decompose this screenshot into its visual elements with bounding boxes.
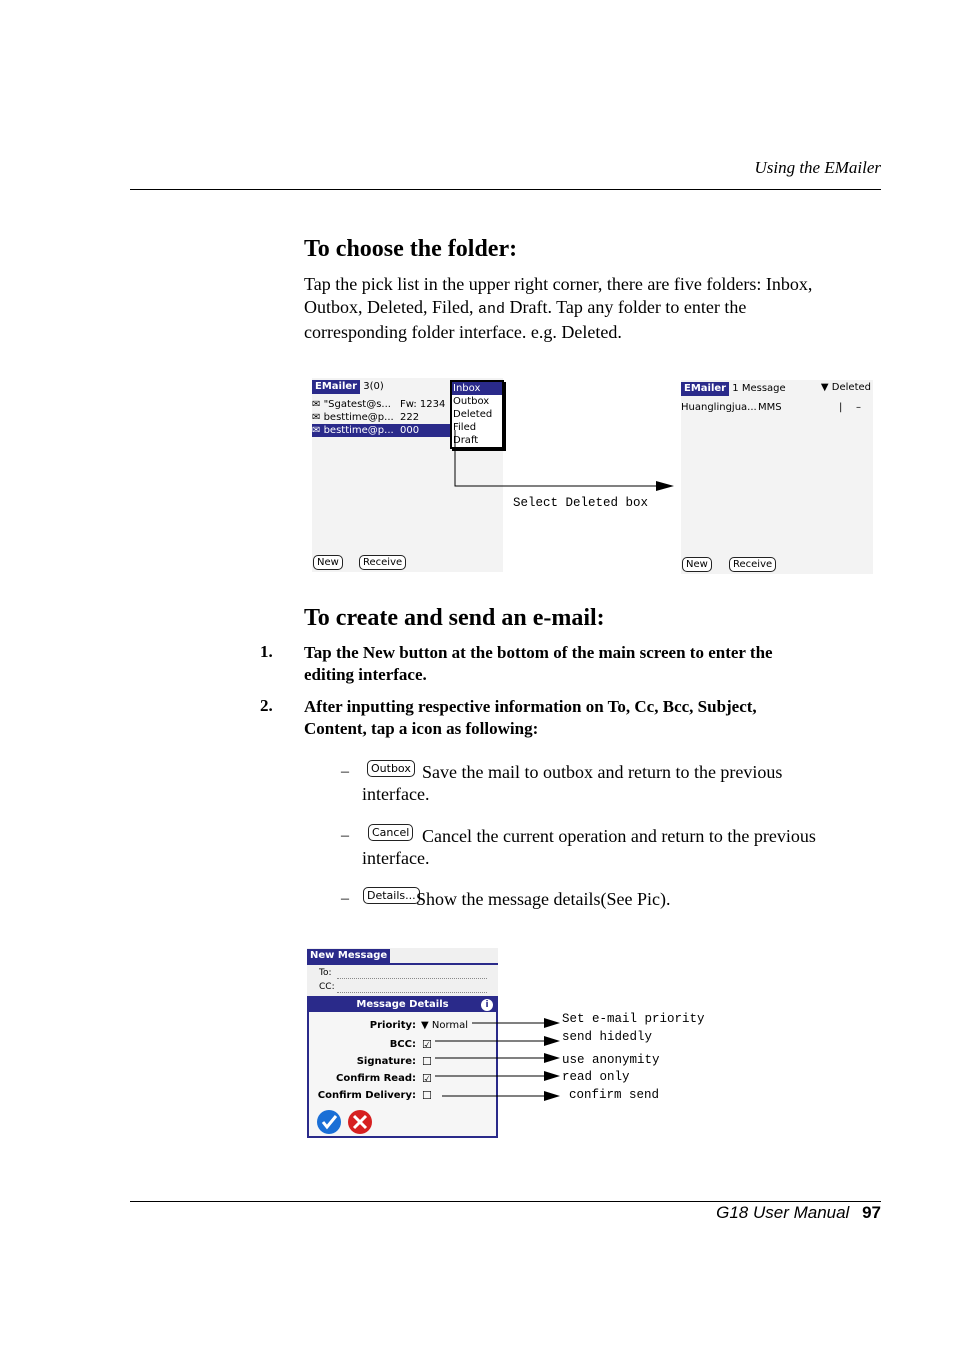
step-2-line-1: After inputting respective information on To, Cc, Bcc, Subject, [304,697,757,716]
row-subject: Fw: 1234 [400,399,446,410]
title-underline [307,963,498,965]
row-from: Huanglingjua... [681,402,757,413]
item-1-line-2: interface. [362,784,430,804]
folder-line-2a: Outbox, Deleted, Filed, [304,296,474,317]
step-1-number: 1. [260,642,273,661]
list-item[interactable] [312,411,450,424]
mail-icon: ✉ [312,399,321,410]
item-1-line-1: Save the mail to outbox and return to the previous [422,762,783,782]
folder-line-1: Tap the pick list in the upper right corner, there are five folders: Inbox, [304,274,813,294]
confirm-delivery-checkbox[interactable]: ☐ [422,1089,432,1102]
mail-icon: ✉ [312,425,321,436]
row-flag: | [839,402,843,413]
arrow-priority [544,1018,560,1028]
running-header: Using the EMailer [754,158,881,177]
row-subject: 222 [400,412,420,423]
folder-option-draft[interactable]: Draft [453,435,479,446]
select-arrow [450,430,680,495]
folder-option-filed[interactable]: Filed [453,422,477,433]
folder-selector[interactable] [821,382,871,393]
bcc-checkbox[interactable]: ☑ [422,1038,432,1051]
send-heading: To create and send an e-mail: [304,605,605,631]
annotation-signature: use anonymity [562,1053,660,1067]
info-icon[interactable]: i [481,999,493,1011]
annotation-arrows [430,1010,565,1105]
priority-value: Normal [431,1020,469,1031]
to-label: To: [319,968,332,978]
signature-checkbox[interactable]: ☐ [422,1055,432,1068]
footer-rule [130,1201,881,1202]
to-field[interactable] [337,978,487,979]
step-1-line-1: Tap the New button at the bottom of the main screen to enter the [304,643,773,662]
screen2-count: 1 Message [732,383,786,394]
step-2-line-2: Content, tap a icon as following: [304,719,539,738]
row-from: besttime@p... [323,412,394,423]
row-from: "Sgatest@s... [323,399,391,410]
priority-label: Priority: [369,1020,416,1031]
cc-label: CC: [319,982,335,992]
annotation-bcc: send hidedly [562,1030,653,1044]
arrow-bcc [544,1036,560,1046]
item-3-dash: – [341,890,349,907]
page-footer [716,1203,881,1223]
step-2-number: 2. [260,696,273,715]
row-subject: MMS [758,402,782,413]
folder-heading: To choose the folder: [304,236,518,262]
header-rule [130,189,881,190]
screen2-title: EMailer [681,382,729,396]
step-2-text [304,696,864,740]
step-1-line-2: editing interface. [304,665,427,684]
screen3-title: New Message [307,949,390,963]
folder-line-2 [304,296,812,322]
new-button[interactable]: New [313,555,343,570]
dialog-title-text: Message Details [356,999,449,1010]
footer-title: G18 User Manual [716,1203,850,1222]
step-1-text [304,642,864,686]
arrow-confirm-read [544,1071,560,1081]
details-button[interactable]: Details... [363,887,420,904]
page-number: 97 [862,1203,881,1222]
signature-label: Signature: [356,1056,416,1067]
annotation-confirm-delivery: confirm send [569,1088,660,1102]
cancel-x-icon[interactable] [348,1110,372,1134]
confirm-read-label: Confirm Read: [336,1073,416,1084]
list-item[interactable] [312,398,450,411]
screen1-count: 3(0) [363,381,384,392]
receive-button[interactable]: Receive [359,555,406,570]
row-size: – [856,402,861,413]
arrow-confirm-delivery [544,1091,560,1101]
row-from: besttime@p... [323,425,394,436]
annotation-priority: Set e-mail priority [562,1012,705,1026]
dropdown-triangle-icon: ▼ [820,382,829,393]
arrow-label: Select Deleted box [513,496,649,510]
cc-field[interactable] [337,992,487,993]
mail-icon: ✉ [312,412,321,423]
dialog-buttons [315,1108,375,1136]
item-3-line-1: Show the message details(See Pic). [416,889,671,909]
receive-button[interactable]: Receive [729,557,776,572]
confirm-delivery-label: Confirm Delivery: [317,1090,416,1101]
list-item[interactable] [681,402,873,416]
ok-check-icon[interactable] [317,1110,341,1134]
folder-and: and [477,300,505,318]
outbox-button[interactable]: Outbox [367,760,415,777]
folder-selector-value: Deleted [831,382,871,393]
annotation-confirm-read: read only [562,1070,630,1084]
row-subject: 000 [400,425,420,436]
folder-line-3: corresponding folder interface. e.g. Deleted. [304,322,622,342]
item-2-line-2: interface. [362,848,430,868]
folder-option-outbox[interactable]: Outbox [453,396,490,407]
item-1-dash: – [341,763,349,780]
item-2-line-1: Cancel the current operation and return to the previous [422,826,816,846]
item-2-dash: – [341,827,349,844]
screen1-title: EMailer [312,380,360,394]
dropdown-triangle-icon: ▼ [421,1020,429,1031]
bcc-label: BCC: [389,1039,416,1050]
screen1-list [312,398,450,437]
folder-option-inbox[interactable]: Inbox [452,382,502,395]
emailer-deleted-screenshot [681,380,873,574]
cancel-button[interactable]: Cancel [368,824,413,841]
folder-line-2c: Draft. Tap any folder to enter the [509,296,747,317]
confirm-read-checkbox[interactable]: ☑ [422,1072,432,1085]
new-button[interactable]: New [682,557,712,572]
folder-option-deleted[interactable]: Deleted [453,409,493,420]
list-item-selected[interactable] [312,424,450,437]
folder-paragraph [304,273,812,344]
arrow-signature [544,1053,560,1063]
